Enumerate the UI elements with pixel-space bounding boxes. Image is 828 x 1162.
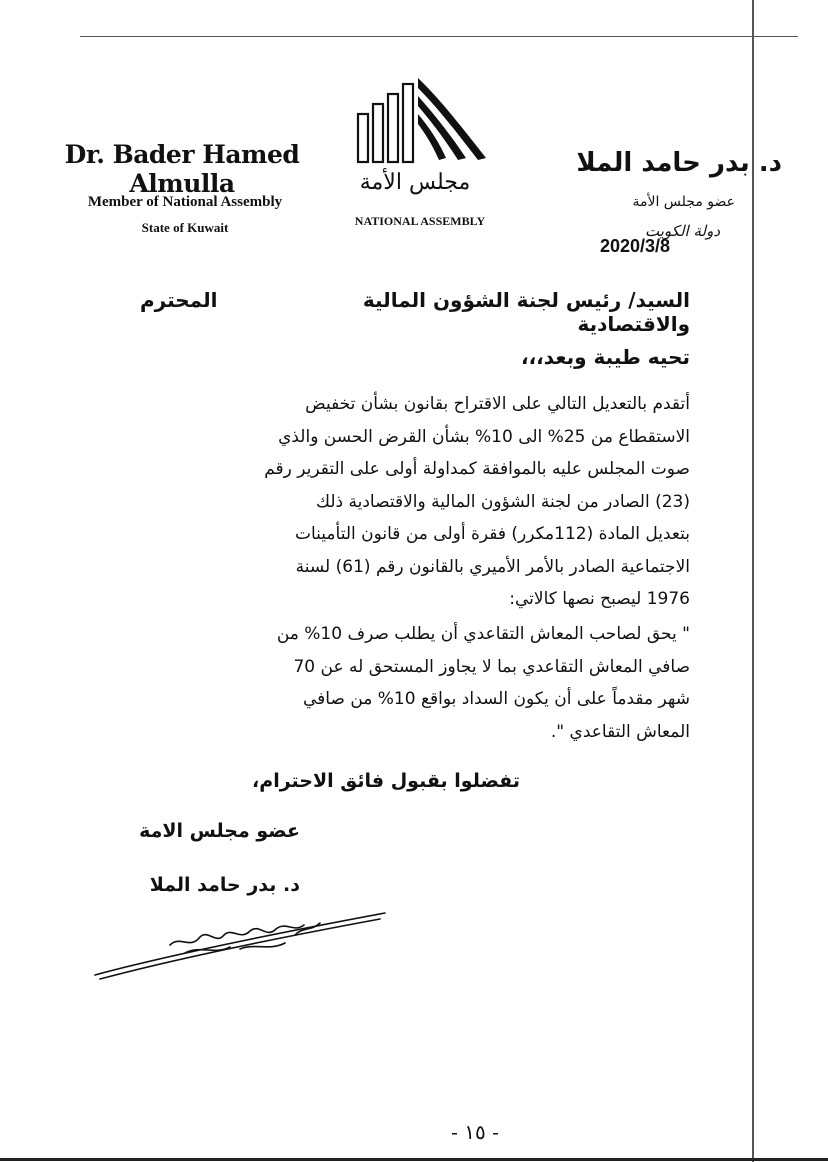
body-line: (23) الصادر من لجنة الشؤون المالية والاقتصادية ذلك	[316, 491, 690, 512]
signatory-name: د. بدر حامد الملا	[149, 874, 300, 896]
body-line: أتقدم بالتعديل التالي على الاقتراح بقانون بشأن تخفيض	[305, 394, 690, 414]
addressee-line: السيد/ رئيس لجنة الشؤون المالية والاقتصادية	[362, 288, 690, 336]
member-title-english: Member of National Assembly	[87, 194, 283, 210]
body-line: بتعديل المادة (112مكرر) فقرة أولى من قانون التأمينات	[294, 524, 690, 544]
page-number: - ١٥ -	[451, 1120, 499, 1144]
greeting-line: تحيه طيبة وبعد،،،	[520, 345, 690, 369]
state-arabic-handwritten: دولة الكويت	[645, 222, 720, 240]
letter-body	[100, 388, 690, 616]
closing-line: تفضلوا بقبول فائق الاحترام،	[252, 770, 520, 792]
quote-line: " يحق لصاحب المعاش التقاعدي أن يطلب صرف 10% من	[276, 624, 690, 644]
member-title-arabic: عضو مجلس الأمة	[632, 194, 735, 210]
member-name-english: Dr. Bader Hamed Almulla	[64, 140, 300, 198]
state-english: State of Kuwait	[141, 220, 229, 235]
respected-word: المحترم	[140, 288, 218, 312]
body-line: الاستقطاع من 25% الى 10% بشأن القرض الحسن والذي	[278, 426, 690, 447]
quote-line: شهر مقدماً على أن يكون السداد بواقع 10% من صافي	[303, 689, 690, 709]
signatory-title: عضو مجلس الامة	[139, 820, 300, 842]
body-line: صوت المجلس عليه بالموافقة كمداولة أولى على التقرير رقم	[264, 459, 690, 479]
logo-arabic-text: مجلس الأمة	[359, 170, 471, 195]
letter-date: 2020/3/8	[600, 236, 671, 256]
body-line: 1976 ليصبح نصها كالاتي:	[509, 589, 690, 609]
handwritten-signature	[90, 905, 390, 990]
logo-english-text: NATIONAL ASSEMBLY	[354, 214, 486, 228]
proposed-amendment-quote	[100, 618, 690, 748]
top-rule	[80, 36, 798, 37]
bottom-rule	[0, 1158, 828, 1161]
member-name-arabic: د. بدر حامد الملا	[576, 148, 782, 178]
quote-line: صافي المعاش التقاعدي بما لا يجاوز المستحق له عن 70	[293, 656, 690, 677]
quote-line: المعاش التقاعدي ".	[550, 721, 690, 742]
body-line: الاجتماعية الصادر بالأمر الأميري بالقانون رقم (61) لسنة	[295, 556, 690, 577]
